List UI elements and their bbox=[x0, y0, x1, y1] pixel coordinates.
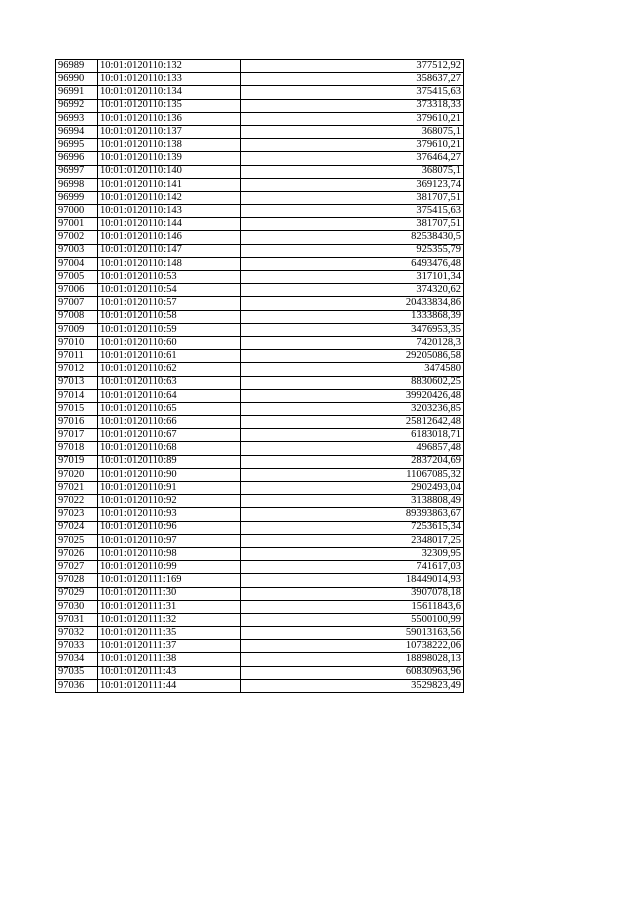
table-row bbox=[56, 271, 464, 284]
cadastral-number-cell: 10:01:0120110:139 bbox=[98, 152, 241, 165]
cadastral-value-cell: 3476953,35 bbox=[241, 323, 464, 336]
table-row bbox=[56, 112, 464, 125]
cadastral-number-cell: 10:01:0120111:169 bbox=[98, 574, 241, 587]
table-row bbox=[56, 521, 464, 534]
cadastral-value-cell: 15611843,6 bbox=[241, 600, 464, 613]
cadastral-number-cell: 10:01:0120111:44 bbox=[98, 679, 241, 692]
row-number-cell: 97026 bbox=[56, 547, 98, 560]
table-row bbox=[56, 205, 464, 218]
cadastral-value-cell: 39920426,48 bbox=[241, 389, 464, 402]
table-row bbox=[56, 336, 464, 349]
table-row bbox=[56, 561, 464, 574]
cadastral-value-cell: 381707,51 bbox=[241, 218, 464, 231]
table-row bbox=[56, 627, 464, 640]
row-number-cell: 97029 bbox=[56, 587, 98, 600]
row-number-cell: 97011 bbox=[56, 350, 98, 363]
row-number-cell: 97025 bbox=[56, 534, 98, 547]
cadastral-value-cell: 741617,03 bbox=[241, 561, 464, 574]
cadastral-value-cell: 317101,34 bbox=[241, 271, 464, 284]
cadastral-value-cell: 59013163,56 bbox=[241, 627, 464, 640]
row-number-cell: 97000 bbox=[56, 205, 98, 218]
cadastral-number-cell: 10:01:0120110:60 bbox=[98, 336, 241, 349]
table-row bbox=[56, 73, 464, 86]
row-number-cell: 96993 bbox=[56, 112, 98, 125]
table-row bbox=[56, 416, 464, 429]
cadastral-number-cell: 10:01:0120110:59 bbox=[98, 323, 241, 336]
row-number-cell: 97007 bbox=[56, 297, 98, 310]
row-number-cell: 97024 bbox=[56, 521, 98, 534]
cadastral-value-cell: 3907078,18 bbox=[241, 587, 464, 600]
row-number-cell: 96989 bbox=[56, 60, 98, 73]
row-number-cell: 97002 bbox=[56, 231, 98, 244]
cadastral-number-cell: 10:01:0120110:62 bbox=[98, 363, 241, 376]
document-table-container bbox=[55, 59, 464, 693]
cadastral-value-cell: 8830602,25 bbox=[241, 376, 464, 389]
row-number-cell: 97015 bbox=[56, 402, 98, 415]
row-number-cell: 97021 bbox=[56, 482, 98, 495]
cadastral-value-cell: 377512,92 bbox=[241, 60, 464, 73]
table-row bbox=[56, 323, 464, 336]
table-row bbox=[56, 613, 464, 626]
cadastral-value-cell: 1333868,39 bbox=[241, 310, 464, 323]
cadastral-number-cell: 10:01:0120110:144 bbox=[98, 218, 241, 231]
table-row bbox=[56, 60, 464, 73]
row-number-cell: 97032 bbox=[56, 627, 98, 640]
cadastral-value-cell: 5500100,99 bbox=[241, 613, 464, 626]
cadastral-value-cell: 375415,63 bbox=[241, 205, 464, 218]
cadastral-number-cell: 10:01:0120110:132 bbox=[98, 60, 241, 73]
cadastral-number-cell: 10:01:0120110:54 bbox=[98, 284, 241, 297]
row-number-cell: 97009 bbox=[56, 323, 98, 336]
cadastral-number-cell: 10:01:0120110:61 bbox=[98, 350, 241, 363]
cadastral-value-cell: 6493476,48 bbox=[241, 257, 464, 270]
row-number-cell: 97014 bbox=[56, 389, 98, 402]
row-number-cell: 97030 bbox=[56, 600, 98, 613]
table-row bbox=[56, 165, 464, 178]
row-number-cell: 97022 bbox=[56, 495, 98, 508]
cadastral-value-cell: 7420128,3 bbox=[241, 336, 464, 349]
cadastral-number-cell: 10:01:0120110:97 bbox=[98, 534, 241, 547]
table-row bbox=[56, 178, 464, 191]
table-row bbox=[56, 257, 464, 270]
cadastral-number-cell: 10:01:0120110:99 bbox=[98, 561, 241, 574]
row-number-cell: 96990 bbox=[56, 73, 98, 86]
cadastral-number-cell: 10:01:0120110:68 bbox=[98, 442, 241, 455]
cadastral-number-cell: 10:01:0120110:92 bbox=[98, 495, 241, 508]
cadastral-value-cell: 3138808,49 bbox=[241, 495, 464, 508]
cadastral-number-cell: 10:01:0120111:35 bbox=[98, 627, 241, 640]
row-number-cell: 97013 bbox=[56, 376, 98, 389]
table-row bbox=[56, 455, 464, 468]
cadastral-value-cell: 10738222,06 bbox=[241, 640, 464, 653]
cadastral-number-cell: 10:01:0120110:137 bbox=[98, 125, 241, 138]
row-number-cell: 97020 bbox=[56, 468, 98, 481]
cadastral-number-cell: 10:01:0120110:147 bbox=[98, 244, 241, 257]
table-row bbox=[56, 547, 464, 560]
row-number-cell: 97034 bbox=[56, 653, 98, 666]
cadastral-number-cell: 10:01:0120110:136 bbox=[98, 112, 241, 125]
row-number-cell: 96995 bbox=[56, 139, 98, 152]
cadastral-value-table bbox=[55, 59, 464, 693]
cadastral-number-cell: 10:01:0120110:58 bbox=[98, 310, 241, 323]
cadastral-value-cell: 3474580 bbox=[241, 363, 464, 376]
row-number-cell: 97017 bbox=[56, 429, 98, 442]
row-number-cell: 97005 bbox=[56, 271, 98, 284]
cadastral-value-cell: 373318,33 bbox=[241, 99, 464, 112]
table-row bbox=[56, 244, 464, 257]
table-row bbox=[56, 429, 464, 442]
row-number-cell: 97035 bbox=[56, 666, 98, 679]
row-number-cell: 97010 bbox=[56, 336, 98, 349]
table-row bbox=[56, 363, 464, 376]
row-number-cell: 96991 bbox=[56, 86, 98, 99]
table-row bbox=[56, 284, 464, 297]
row-number-cell: 97023 bbox=[56, 508, 98, 521]
table-body bbox=[56, 60, 464, 693]
table-row bbox=[56, 218, 464, 231]
row-number-cell: 97018 bbox=[56, 442, 98, 455]
cadastral-number-cell: 10:01:0120110:91 bbox=[98, 482, 241, 495]
table-row bbox=[56, 86, 464, 99]
cadastral-value-cell: 374320,62 bbox=[241, 284, 464, 297]
table-row bbox=[56, 442, 464, 455]
table-row bbox=[56, 310, 464, 323]
table-row bbox=[56, 640, 464, 653]
cadastral-number-cell: 10:01:0120110:64 bbox=[98, 389, 241, 402]
cadastral-value-cell: 7253615,34 bbox=[241, 521, 464, 534]
row-number-cell: 96999 bbox=[56, 191, 98, 204]
cadastral-value-cell: 2902493,04 bbox=[241, 482, 464, 495]
cadastral-number-cell: 10:01:0120111:43 bbox=[98, 666, 241, 679]
cadastral-value-cell: 375415,63 bbox=[241, 86, 464, 99]
cadastral-number-cell: 10:01:0120110:146 bbox=[98, 231, 241, 244]
table-row bbox=[56, 191, 464, 204]
table-row bbox=[56, 402, 464, 415]
cadastral-number-cell: 10:01:0120110:90 bbox=[98, 468, 241, 481]
row-number-cell: 97001 bbox=[56, 218, 98, 231]
row-number-cell: 97019 bbox=[56, 455, 98, 468]
cadastral-value-cell: 2348017,25 bbox=[241, 534, 464, 547]
cadastral-number-cell: 10:01:0120110:133 bbox=[98, 73, 241, 86]
row-number-cell: 96994 bbox=[56, 125, 98, 138]
cadastral-value-cell: 11067085,32 bbox=[241, 468, 464, 481]
cadastral-value-cell: 369123,74 bbox=[241, 178, 464, 191]
row-number-cell: 97012 bbox=[56, 363, 98, 376]
row-number-cell: 97036 bbox=[56, 679, 98, 692]
cadastral-number-cell: 10:01:0120110:89 bbox=[98, 455, 241, 468]
cadastral-number-cell: 10:01:0120110:141 bbox=[98, 178, 241, 191]
cadastral-number-cell: 10:01:0120111:31 bbox=[98, 600, 241, 613]
cadastral-value-cell: 18449014,93 bbox=[241, 574, 464, 587]
row-number-cell: 97003 bbox=[56, 244, 98, 257]
cadastral-value-cell: 18898028,13 bbox=[241, 653, 464, 666]
cadastral-number-cell: 10:01:0120110:53 bbox=[98, 271, 241, 284]
cadastral-value-cell: 89393863,67 bbox=[241, 508, 464, 521]
table-row bbox=[56, 152, 464, 165]
table-row bbox=[56, 125, 464, 138]
cadastral-value-cell: 60830963,96 bbox=[241, 666, 464, 679]
row-number-cell: 97006 bbox=[56, 284, 98, 297]
cadastral-value-cell: 82538430,5 bbox=[241, 231, 464, 244]
row-number-cell: 97016 bbox=[56, 416, 98, 429]
cadastral-value-cell: 368075,1 bbox=[241, 125, 464, 138]
cadastral-value-cell: 925355,79 bbox=[241, 244, 464, 257]
table-row bbox=[56, 297, 464, 310]
cadastral-number-cell: 10:01:0120111:37 bbox=[98, 640, 241, 653]
cadastral-number-cell: 10:01:0120110:138 bbox=[98, 139, 241, 152]
cadastral-value-cell: 2837204,69 bbox=[241, 455, 464, 468]
table-row bbox=[56, 574, 464, 587]
cadastral-value-cell: 20433834,86 bbox=[241, 297, 464, 310]
cadastral-value-cell: 25812642,48 bbox=[241, 416, 464, 429]
row-number-cell: 97008 bbox=[56, 310, 98, 323]
cadastral-number-cell: 10:01:0120110:98 bbox=[98, 547, 241, 560]
row-number-cell: 97027 bbox=[56, 561, 98, 574]
table-row bbox=[56, 495, 464, 508]
table-row bbox=[56, 376, 464, 389]
table-row bbox=[56, 231, 464, 244]
cadastral-number-cell: 10:01:0120111:32 bbox=[98, 613, 241, 626]
row-number-cell: 96992 bbox=[56, 99, 98, 112]
cadastral-value-cell: 3529823,49 bbox=[241, 679, 464, 692]
table-row bbox=[56, 468, 464, 481]
cadastral-number-cell: 10:01:0120110:65 bbox=[98, 402, 241, 415]
cadastral-value-cell: 3203236,85 bbox=[241, 402, 464, 415]
table-row bbox=[56, 99, 464, 112]
cadastral-value-cell: 376464,27 bbox=[241, 152, 464, 165]
table-row bbox=[56, 653, 464, 666]
table-row bbox=[56, 600, 464, 613]
table-row bbox=[56, 666, 464, 679]
cadastral-number-cell: 10:01:0120110:57 bbox=[98, 297, 241, 310]
cadastral-number-cell: 10:01:0120110:140 bbox=[98, 165, 241, 178]
cadastral-number-cell: 10:01:0120111:30 bbox=[98, 587, 241, 600]
table-row bbox=[56, 350, 464, 363]
table-row bbox=[56, 139, 464, 152]
cadastral-number-cell: 10:01:0120111:38 bbox=[98, 653, 241, 666]
cadastral-number-cell: 10:01:0120110:96 bbox=[98, 521, 241, 534]
cadastral-number-cell: 10:01:0120110:93 bbox=[98, 508, 241, 521]
row-number-cell: 97031 bbox=[56, 613, 98, 626]
cadastral-number-cell: 10:01:0120110:134 bbox=[98, 86, 241, 99]
cadastral-value-cell: 6183018,71 bbox=[241, 429, 464, 442]
table-row bbox=[56, 587, 464, 600]
table-row bbox=[56, 534, 464, 547]
cadastral-value-cell: 32309,95 bbox=[241, 547, 464, 560]
cadastral-value-cell: 358637,27 bbox=[241, 73, 464, 86]
cadastral-number-cell: 10:01:0120110:142 bbox=[98, 191, 241, 204]
cadastral-number-cell: 10:01:0120110:143 bbox=[98, 205, 241, 218]
table-row bbox=[56, 679, 464, 692]
row-number-cell: 96997 bbox=[56, 165, 98, 178]
row-number-cell: 96996 bbox=[56, 152, 98, 165]
table-row bbox=[56, 482, 464, 495]
cadastral-number-cell: 10:01:0120110:63 bbox=[98, 376, 241, 389]
cadastral-number-cell: 10:01:0120110:66 bbox=[98, 416, 241, 429]
cadastral-value-cell: 379610,21 bbox=[241, 112, 464, 125]
cadastral-value-cell: 29205086,58 bbox=[241, 350, 464, 363]
table-row bbox=[56, 508, 464, 521]
cadastral-number-cell: 10:01:0120110:148 bbox=[98, 257, 241, 270]
cadastral-value-cell: 381707,51 bbox=[241, 191, 464, 204]
row-number-cell: 97004 bbox=[56, 257, 98, 270]
cadastral-number-cell: 10:01:0120110:67 bbox=[98, 429, 241, 442]
cadastral-value-cell: 379610,21 bbox=[241, 139, 464, 152]
cadastral-value-cell: 368075,1 bbox=[241, 165, 464, 178]
table-row bbox=[56, 389, 464, 402]
row-number-cell: 97028 bbox=[56, 574, 98, 587]
row-number-cell: 97033 bbox=[56, 640, 98, 653]
cadastral-value-cell: 496857,48 bbox=[241, 442, 464, 455]
row-number-cell: 96998 bbox=[56, 178, 98, 191]
cadastral-number-cell: 10:01:0120110:135 bbox=[98, 99, 241, 112]
